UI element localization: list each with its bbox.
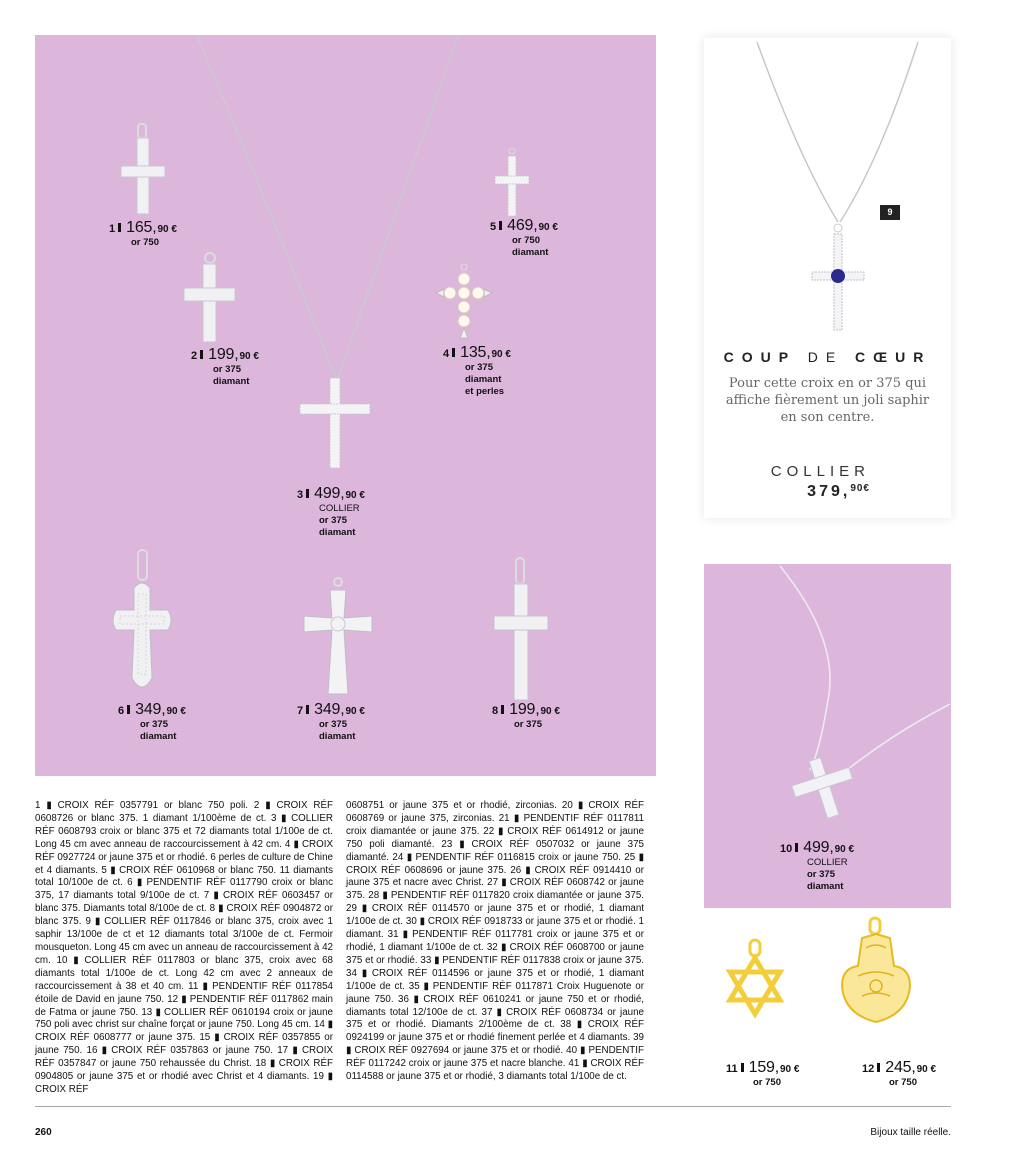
product-extra: et perles: [465, 386, 505, 397]
footer-note: Bijoux taille réelle.: [870, 1127, 951, 1138]
heading-word-coeur: CŒUR: [855, 349, 932, 365]
price-tag-1: [109, 220, 177, 249]
price-value: 165,: [126, 219, 157, 236]
product-stone: diamant: [140, 731, 177, 742]
product-stone: diamant: [213, 376, 250, 387]
cross-3-icon: [296, 376, 376, 471]
price-tag-6: [118, 702, 186, 743]
bar-mark: [501, 705, 504, 714]
price-cents: 90 €: [538, 222, 558, 233]
price-cents: 90 €: [166, 706, 186, 717]
item-number: 10: [780, 843, 793, 855]
price-tag-5: [490, 218, 558, 259]
item-9-badge: 9: [880, 205, 900, 220]
coup-de-coeur-heading: [704, 349, 951, 365]
cross-4-icon: [430, 262, 498, 342]
product-stone: diamant: [319, 731, 356, 742]
item-number: 4: [443, 348, 450, 360]
price-tag-7: [297, 702, 365, 743]
cross-6-icon: [110, 548, 175, 698]
cross-5-icon: [492, 146, 532, 218]
cross-8-icon: [490, 556, 550, 704]
price-value: 499,: [803, 839, 834, 856]
collier-label: COLLIER: [770, 463, 870, 480]
heading-word-coup: COUP: [723, 349, 796, 365]
item-number: 8: [492, 705, 499, 717]
star-of-david-icon: [724, 938, 786, 1030]
price-value: 349,: [314, 701, 345, 718]
bar-mark: [795, 843, 798, 852]
price-tag-8: [492, 702, 560, 731]
bar-mark: [127, 705, 130, 714]
price-value: 159,: [748, 1059, 779, 1076]
heading-word-de: DE: [807, 349, 844, 365]
product-material: or 750: [753, 1077, 781, 1088]
product-material: or 750: [512, 235, 540, 246]
footer-divider: [35, 1106, 951, 1107]
bar-mark: [452, 348, 455, 357]
price-cents: 90 €: [239, 351, 259, 362]
product-material: or 375: [514, 719, 542, 730]
price-tag-11: [726, 1060, 799, 1089]
product-material: or 750: [889, 1077, 917, 1088]
price-value: 469,: [507, 217, 538, 234]
page-number: 260: [35, 1127, 52, 1138]
item-number: 12: [862, 1063, 875, 1075]
product-material: or 375: [465, 362, 493, 373]
product-material: or 375: [319, 515, 347, 526]
price-value: 199,: [509, 701, 540, 718]
product-stone: diamant: [319, 527, 356, 538]
cross-1-icon: [118, 122, 170, 217]
item-number: 1: [109, 223, 116, 235]
price-value: 499,: [314, 485, 345, 502]
item-number: 11: [726, 1063, 738, 1075]
product-material: or 375: [140, 719, 168, 730]
feature-pitch: Pour cette croix en or 375 qui affiche fièrement un joli saphir en son centre.: [725, 376, 930, 425]
description-column-right: [346, 800, 644, 1084]
item-number: 2: [191, 350, 198, 362]
bar-mark: [499, 221, 502, 230]
price-tag-3: [297, 486, 365, 539]
description-column-left: [35, 800, 333, 1097]
product-type: COLLIER: [807, 857, 848, 868]
price-cents: 90 €: [779, 1064, 800, 1075]
product-stone: diamant: [465, 374, 502, 385]
price-cents: 90 €: [345, 490, 365, 501]
price-tag-2: [191, 347, 259, 388]
cross-9-sapphire-icon: [808, 222, 868, 334]
price-cents: 90 €: [345, 706, 365, 717]
price-tag-10: [780, 840, 854, 893]
cross-7-icon: [298, 576, 378, 701]
price-cents: 90 €: [491, 349, 511, 360]
price-value: 245,: [885, 1059, 916, 1076]
price-cents: 90 €: [916, 1064, 937, 1075]
price-cents: 90 €: [540, 706, 560, 717]
item-number: 7: [297, 705, 304, 717]
bar-mark: [306, 489, 309, 498]
product-stone: diamant: [807, 881, 844, 892]
price-value: 349,: [135, 701, 166, 718]
cross-10-icon: [784, 752, 864, 824]
bar-mark: [877, 1063, 880, 1072]
collier-price-cents: 90€: [850, 483, 870, 494]
price-value: 199,: [208, 346, 239, 363]
product-type: COLLIER: [319, 503, 360, 514]
description-text: 1 ▮ CROIX RÉF 0357791 or blanc 750 poli. 2 ▮ CROIX RÉF 0608726 or blanc 375. 1 diamant 1/100ème de ct. 3 ▮ COLLIER RÉF 0608793 croix or blanc 375 et 72 diamants total 1/100e de ct. Long 45 cm avec anneau de raccourcissement à 42 cm. 4 ▮ CROIX RÉF 0927724 or jaune 375 et or rhodié. 6 perles de culture de Chine et 4 diamants. 5 ▮ CROIX RÉF 0610968 or blanc 750. 11 diamants total 10/100e de ct. 6 ▮ PENDENTIF RÉF 0117790 croix or blanc 375, 17 diamants total 9/100e de ct. 7 ▮ CROIX RÉF 0603457 or blanc 375. Diamants total 8/100e de ct. 8 ▮ CROIX RÉF 0904872 or blanc 375. 9 ▮ COLLIER RÉF 0117846 or blanc 375, croix avec 1 saphir 13/100e de ct et 12 diamants total 3/100e de ct. Fermoir mousqueton. Long 45 cm avec un anneau de raccourcissement à 42 cm. 10 ▮ COLLIER RÉF 0117803 or blanc 375, croix avec 68 diamants total 1/100e de ct. Long 42 cm avec 2 anneaux de raccourcissement à 38 et 40 cm. 11 ▮ PENDENTIF RÉF 0117854 étoile de David en jaune 750. 12 ▮ PENDENTIF RÉF 0117862 main de Fatma or jaune 750. 13 ▮ COLLIER RÉF 0610194 croix or jaune 750 poli avec christ sur chaîne forçat or jaune 750. Long 45 cm. 14 ▮ CROIX RÉF 0608777 or jaune 375. 15 ▮ CROIX RÉF 0357855 or jaune 750. 16 ▮ CROIX RÉF 0357863 or jaune 750. 17 ▮ CROIX RÉF 0357847 or jaune 750 rehaussée du Christ. 18 ▮ CROIX RÉF 0904805 or jaune 375 et or rhodié avec Christ et 4 diamants. 19 ▮ CROIX RÉF: [35, 800, 333, 1095]
bar-mark: [200, 350, 203, 359]
collier-price: [704, 483, 870, 501]
bar-mark: [306, 705, 309, 714]
bar-mark: [741, 1063, 744, 1072]
product-material: or 375: [807, 869, 835, 880]
product-material: or 750: [131, 237, 159, 248]
collier-price-value: 379,: [807, 483, 851, 500]
item-number: 6: [118, 705, 125, 717]
price-tag-12: [862, 1060, 936, 1089]
product-material: or 375: [213, 364, 241, 375]
product-stone: diamant: [512, 247, 549, 258]
bar-mark: [118, 223, 121, 232]
product-material: or 375: [319, 719, 347, 730]
cross-2-icon: [182, 250, 237, 345]
price-cents: 90 €: [834, 844, 855, 855]
item-number: 5: [490, 221, 497, 233]
description-text: 0608751 or jaune 375 et or rhodié, zirconias. 20 ▮ CROIX RÉF 0608769 or jaune 375, zirconias. 21 ▮ PENDENTIF RÉF 0117811 croix diamantée or jaune 375. 22 ▮ CROIX RÉF 0614912 or jaune 750 poli diamanté. 23 ▮ CROIX RÉF 0507032 or jaune 375 diamanté. 24 ▮ PENDENTIF RÉF 0116815 croix or jaune 750. 25 ▮ CROIX RÉF 0608696 or jaune 375. 26 ▮ CROIX RÉF 0914410 or jaune 375 et nacre avec Christ. 27 ▮ CROIX RÉF 0608742 or jaune 375. 28 ▮ PENDENTIF RÉF 0117820 croix diamantée or jaune 375. 29 ▮ CROIX RÉF 0114570 or jaune 375 et or rhodié, 1 diamant 1/100e de ct. 30 ▮ CROIX RÉF 0918733 or jaune 375 et or rhodié. 1 diamant. 31 ▮ PENDENTIF RÉF 0117781 croix or jaune 375 et or rhodié, 1 diamant 1/100e de ct. 32 ▮ CROIX RÉF 0608700 or jaune 375 et or rhodié. 33 ▮ PENDENTIF RÉF 0117838 croix or jaune 375. 34 ▮ CROIX RÉF 0114596 or jaune 375 et or rhodié, 1 diamant 1/100e de ct. 35 ▮ PENDENTIF RÉF 0117871 Croix Huguenote or jaune 750. 36 ▮ CROIX RÉF 0610241 or jaune 750 et or rhodié, diamants total 12/100e de ct. 37 ▮ CROIX RÉF 0608734 or jaune 375 et or rhodié. Diamants 2/100ème de ct. 38 ▮ CROIX RÉF 0924199 or jaune 375 et or rhodié finement perlée et 4 diamants. 39 ▮ CROIX RÉF 0927694 or jaune 375 et or rhodié. 40 ▮ PENDENTIF RÉF 0117242 croix or jaune 375 et nacre blanche. 41 ▮ CROIX RÉF 0114588 or jaune 375 et or rhodié, 3 diamants total 1/100e de ct.: [346, 800, 644, 1083]
item-number: 3: [297, 489, 304, 501]
hand-of-fatima-icon: [836, 916, 916, 1026]
price-value: 135,: [460, 344, 491, 361]
price-cents: 90 €: [157, 224, 177, 235]
price-tag-4: [443, 345, 511, 398]
